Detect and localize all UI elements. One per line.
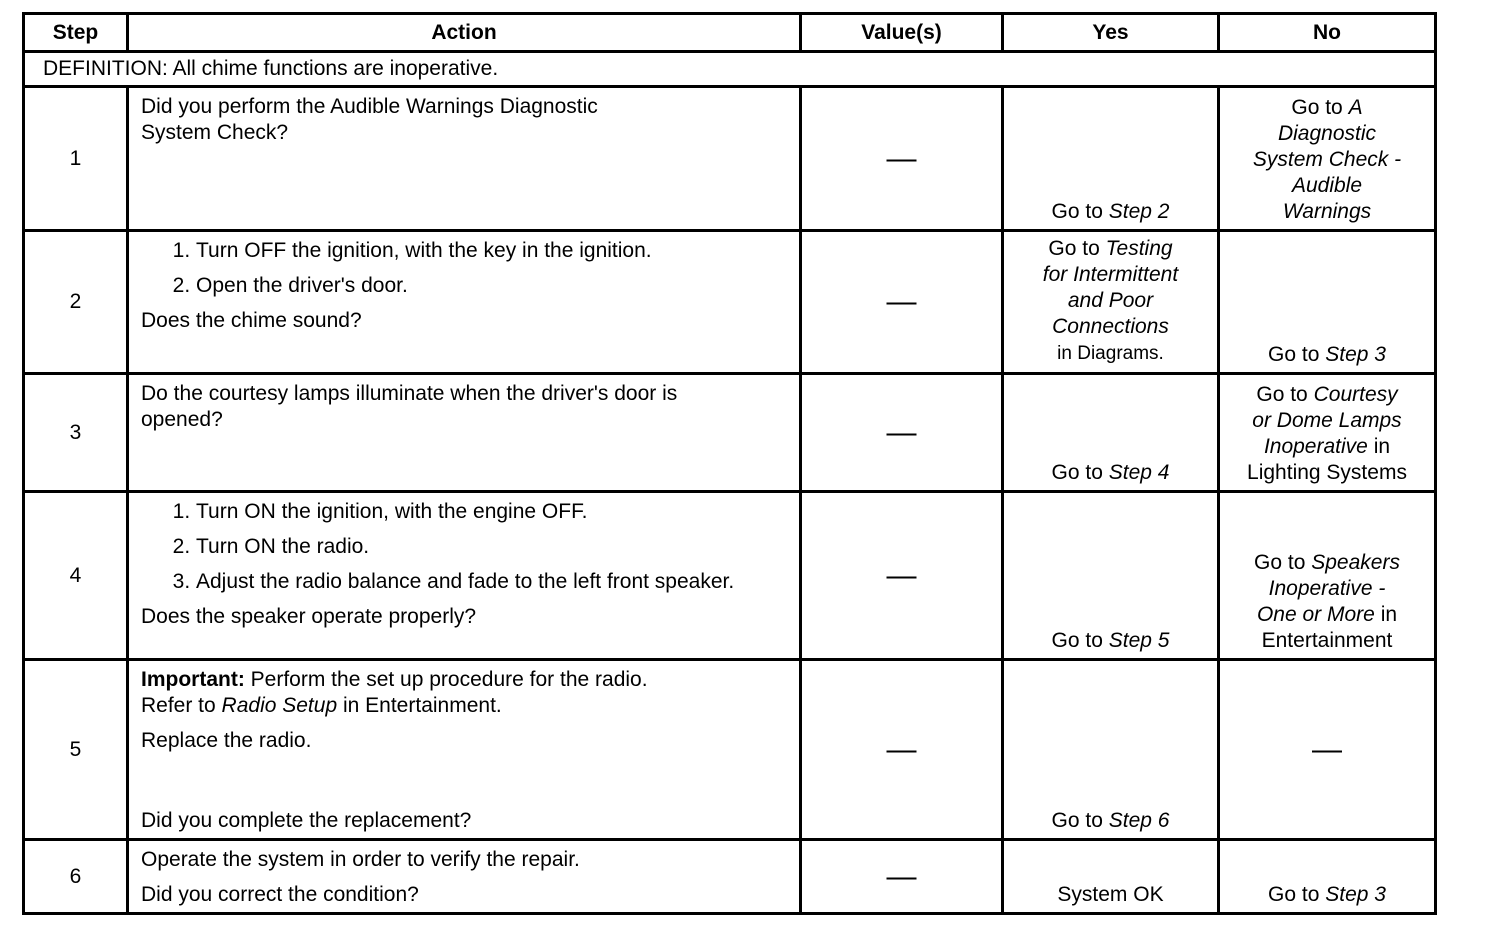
- action-text: System Check?: [141, 121, 289, 144]
- step-link[interactable]: Step 6: [1108, 809, 1170, 832]
- value-cell: —: [801, 87, 1003, 231]
- location-text: in Diagrams.: [1057, 343, 1164, 364]
- procedure-link[interactable]: Inoperative: [1263, 435, 1368, 458]
- action-steps: [141, 238, 789, 299]
- important-label: Important:: [141, 668, 245, 691]
- go-to-text: Go to: [1291, 96, 1343, 119]
- table-row: [24, 660, 1436, 840]
- action-step: 2. Open the driver's door.: [196, 273, 789, 299]
- action-cell: [128, 374, 801, 492]
- no-cell: [1219, 492, 1436, 660]
- go-to-text: Go to: [1051, 809, 1103, 832]
- step-number: 3: [24, 374, 128, 492]
- action-question: Did you correct the condition?: [141, 883, 419, 906]
- step-number: 2: [24, 231, 128, 374]
- action-cell: [128, 840, 801, 914]
- in-text: in: [1380, 603, 1398, 626]
- definition-row: [24, 52, 1436, 87]
- go-to-text: Go to: [1254, 551, 1306, 574]
- procedure-link[interactable]: Courtesy: [1313, 383, 1398, 406]
- action-question: Does the speaker operate properly?: [141, 605, 477, 628]
- action-step: 1. Turn ON the ignition, with the engine OFF.: [196, 499, 789, 525]
- go-to-text: Go to: [1268, 883, 1320, 906]
- header-row: [24, 14, 1436, 52]
- table-row: [24, 492, 1436, 660]
- step-link[interactable]: Step 4: [1108, 461, 1170, 484]
- step-link[interactable]: Step 5: [1108, 629, 1170, 652]
- go-to-text: Go to: [1051, 629, 1103, 652]
- yes-cell: [1003, 87, 1219, 231]
- value-cell: —: [801, 374, 1003, 492]
- action-cell: [128, 231, 801, 374]
- no-cell: [1219, 374, 1436, 492]
- value-cell: —: [801, 660, 1003, 840]
- yes-cell: [1003, 374, 1219, 492]
- step-link[interactable]: Step 3: [1325, 343, 1386, 366]
- header-values: Value(s): [801, 14, 1003, 52]
- step-number: 4: [24, 492, 128, 660]
- procedure-link[interactable]: Testing: [1105, 237, 1173, 260]
- action-step: 1. Turn OFF the ignition, with the key in the ignition.: [196, 238, 789, 264]
- header-action: Action: [128, 14, 801, 52]
- go-to-text: Go to: [1051, 200, 1103, 223]
- action-text: Did you perform the Audible Warnings Diagnostic: [141, 95, 598, 118]
- action-text: Replace the radio.: [141, 729, 312, 752]
- step-number: 6: [24, 840, 128, 914]
- action-step: 2. Turn ON the radio.: [196, 534, 789, 560]
- go-to-text: Go to: [1051, 461, 1103, 484]
- refer-text: Refer to: [141, 694, 216, 717]
- action-cell: [128, 492, 801, 660]
- procedure-link[interactable]: or Dome Lamps: [1252, 409, 1402, 432]
- table-row: [24, 231, 1436, 374]
- value-cell: —: [801, 840, 1003, 914]
- step-number: 5: [24, 660, 128, 840]
- no-cell: [1219, 840, 1436, 914]
- procedure-link[interactable]: Speakers: [1311, 551, 1400, 574]
- action-text: Operate the system in order to verify the repair.: [141, 848, 580, 871]
- action-cell: [128, 87, 801, 231]
- action-text: Do the courtesy lamps illuminate when the driver's door is: [141, 382, 678, 405]
- procedure-link[interactable]: Warnings: [1282, 200, 1372, 223]
- location-text: Entertainment: [1261, 629, 1393, 652]
- refer-note: [141, 693, 789, 719]
- value-cell: —: [801, 231, 1003, 374]
- procedure-link[interactable]: Inoperative -: [1268, 577, 1386, 600]
- procedure-link[interactable]: One or More: [1256, 603, 1375, 626]
- important-text: Perform the set up procedure for the radio.: [250, 668, 648, 691]
- no-cell: [1219, 231, 1436, 374]
- location-text: Lighting Systems: [1247, 461, 1407, 484]
- yes-cell: [1003, 492, 1219, 660]
- procedure-link[interactable]: for Intermittent: [1042, 263, 1179, 286]
- step-link[interactable]: Step 3: [1325, 883, 1386, 906]
- procedure-link[interactable]: Diagnostic: [1277, 122, 1377, 145]
- header-no: No: [1219, 14, 1436, 52]
- action-cell: [128, 660, 801, 840]
- procedure-link[interactable]: A: [1348, 96, 1363, 119]
- important-note: [141, 667, 789, 693]
- location-text: in Entertainment.: [342, 694, 502, 717]
- step-number: 1: [24, 87, 128, 231]
- action-text: opened?: [141, 408, 223, 431]
- table-row: [24, 87, 1436, 231]
- yes-cell: [1003, 231, 1219, 374]
- action-question: Did you complete the replacement?: [141, 809, 472, 832]
- header-step: Step: [24, 14, 128, 52]
- table-row: [24, 374, 1436, 492]
- value-cell: —: [801, 492, 1003, 660]
- in-text: in: [1373, 435, 1391, 458]
- table-row: [24, 840, 1436, 914]
- procedure-link[interactable]: System Check -: [1252, 148, 1402, 171]
- definition-text: DEFINITION: All chime functions are inoperative.: [24, 52, 1436, 87]
- header-yes: Yes: [1003, 14, 1219, 52]
- go-to-text: Go to: [1268, 343, 1320, 366]
- procedure-link[interactable]: Audible: [1291, 174, 1363, 197]
- procedure-link[interactable]: and Poor: [1067, 289, 1154, 312]
- action-step: 3. Adjust the radio balance and fade to the left front speaker.: [196, 569, 789, 595]
- go-to-text: Go to: [1256, 383, 1308, 406]
- diagnostic-table: [22, 12, 1437, 915]
- go-to-text: Go to: [1048, 237, 1100, 260]
- no-cell: —: [1219, 660, 1436, 840]
- yes-cell: System OK: [1003, 840, 1219, 914]
- step-link[interactable]: Step 2: [1108, 200, 1170, 223]
- yes-cell: [1003, 660, 1219, 840]
- no-cell: [1219, 87, 1436, 231]
- procedure-link[interactable]: Radio Setup: [221, 694, 338, 717]
- procedure-link[interactable]: Connections: [1052, 315, 1169, 338]
- action-steps: [141, 499, 789, 595]
- action-question: Does the chime sound?: [141, 309, 362, 332]
